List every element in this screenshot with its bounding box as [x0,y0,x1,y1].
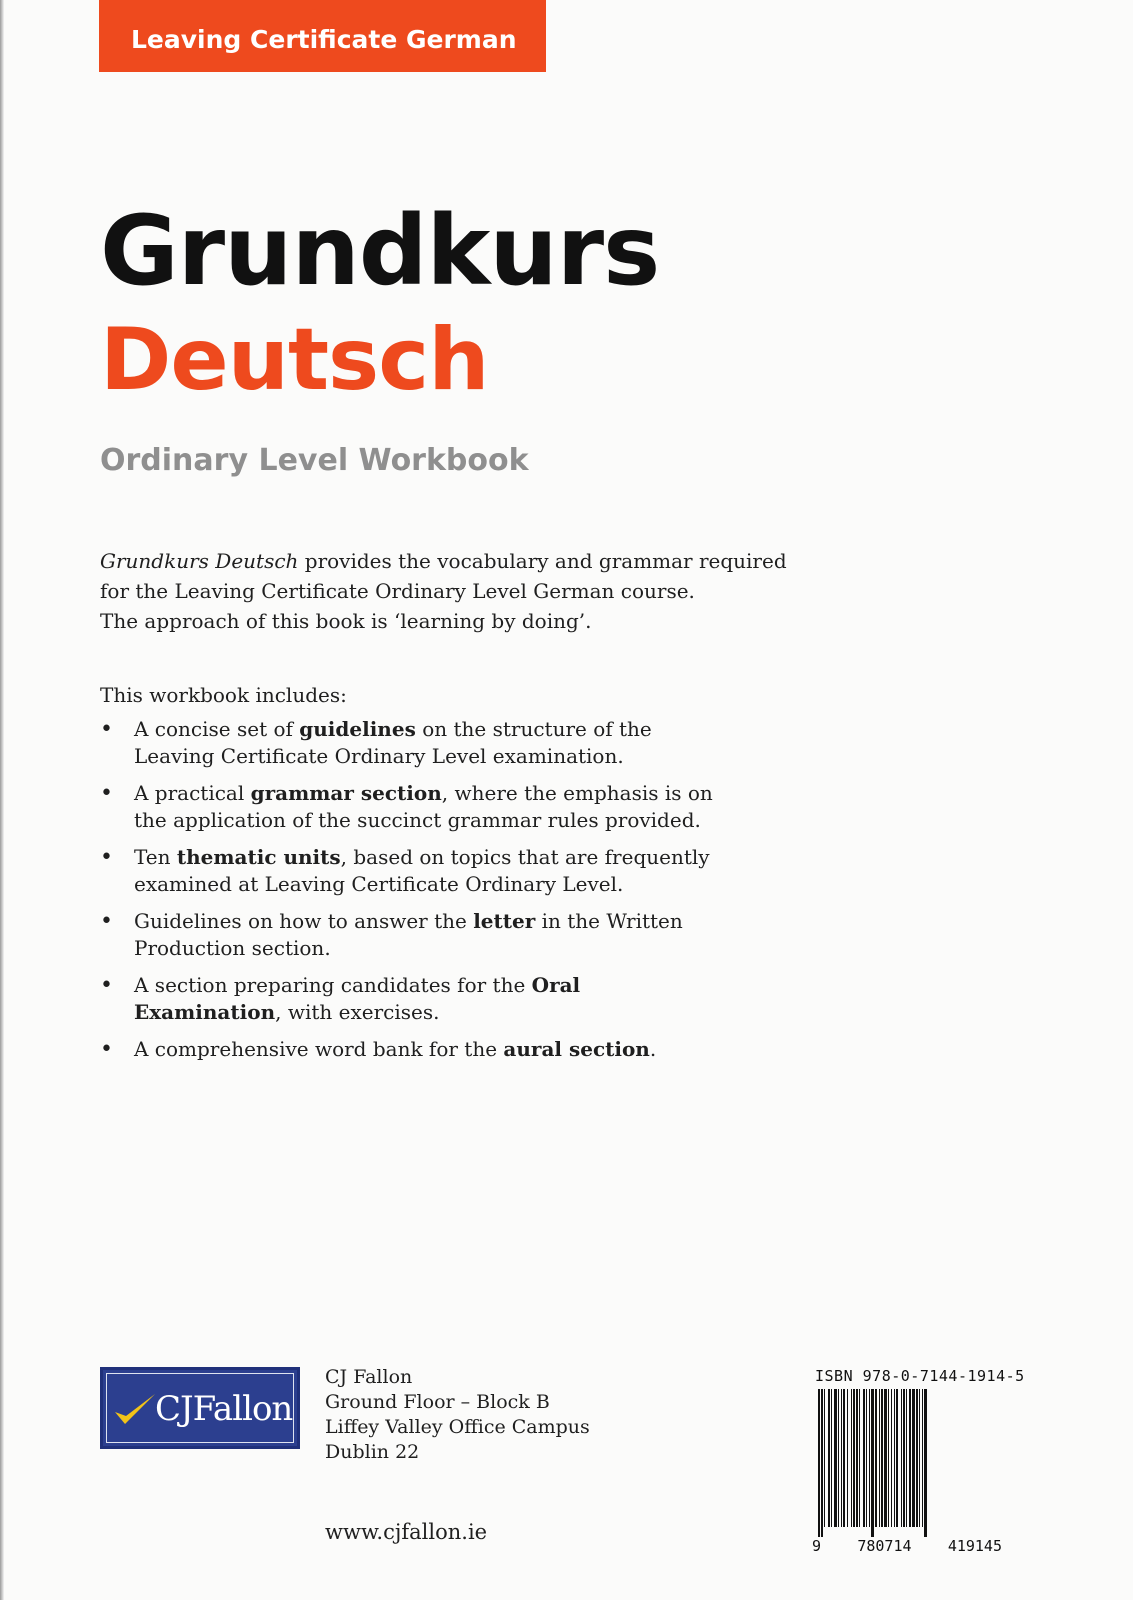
barcode-bar [906,1389,907,1527]
bullet-icon: • [100,717,113,742]
item-text: . [649,1037,657,1061]
book-subtitle: Ordinary Level Workbook [100,443,529,478]
barcode-bar [924,1389,927,1537]
item-text: A section preparing candidates for the [134,973,532,997]
address-line: Ground Floor – Block B [325,1391,550,1413]
barcode-digits [812,1536,1002,1556]
barcode-bar [828,1389,830,1527]
barcode-bar [891,1389,892,1527]
intro-paragraph [100,546,860,636]
barcode-bar [888,1389,889,1527]
barcode-digit-group: 9 [812,1537,822,1555]
book-title-main: Grundkurs [100,195,660,307]
item-text: , based on topics that are frequently examined at Leaving Certificate Ordinary Level. [134,845,710,896]
intro-line-1-rest: provides the vocabulary and grammar required [298,549,787,573]
barcode-bar [894,1389,895,1527]
address-line: Liffey Valley Office Campus [325,1416,590,1438]
item-text: in the Written Production section. [134,909,683,960]
intro-line-2: for the Leaving Certificate Ordinary Level German course. [100,579,695,603]
item-bold-text: guidelines [299,717,416,741]
barcode-bar [909,1389,911,1527]
barcode-digit-group: 419145 [947,1537,1002,1555]
item-text: A practical [134,781,251,805]
publisher-address [325,1365,590,1465]
barcode-bar [881,1389,883,1527]
barcode-bar [847,1389,848,1527]
barcode-bar [901,1389,902,1527]
barcode-bar [884,1389,887,1527]
bullet-icon: • [100,781,113,806]
barcode-bar [853,1389,855,1527]
book-title-accent: Deutsch [100,310,489,410]
list-item [100,716,720,770]
list-item [100,908,720,962]
checkmark-icon [111,1390,159,1430]
barcode-bar [866,1389,867,1527]
publisher-logo-text: CJFallon [155,1389,293,1429]
intro-line-1 [100,546,860,576]
barcode-bar [856,1389,858,1527]
barcode-bar [824,1389,825,1527]
address-line: CJ Fallon [325,1366,413,1388]
barcode-bar [838,1389,839,1527]
item-text: A comprehensive word bank for the [134,1037,504,1061]
barcode-bar [879,1389,880,1527]
list-item [100,1036,720,1063]
item-text: Guidelines on how to answer the [134,909,474,933]
barcode-bar [859,1389,860,1527]
item-text: Ten [134,845,177,869]
barcode-bar [818,1389,820,1537]
barcode-bar [831,1389,832,1527]
list-item [100,844,720,898]
barcode-bar [875,1389,877,1527]
barcode-bar [896,1389,898,1527]
item-text: , with exercises. [275,1000,440,1024]
bullet-icon: • [100,845,113,870]
barcode-bar [916,1389,918,1527]
list-item [100,780,720,834]
address-line: Dublin 22 [325,1441,420,1463]
isbn-label: ISBN 978-0-7144-1914-5 [815,1367,1025,1385]
item-bold-text: thematic units [176,845,341,869]
item-text: on the structure of the Leaving Certificate Ordinary Level examination. [134,717,652,768]
barcode-digit-group: 780714 [857,1537,912,1555]
barcode-bar [843,1389,845,1527]
item-bold-text: aural section [503,1037,650,1061]
list-item [100,972,720,1026]
feature-list [100,716,720,1073]
barcode [812,1389,1002,1537]
barcode-bar [863,1389,865,1527]
item-bold-text: grammar section [250,781,442,805]
bullet-icon: • [100,973,113,998]
page-edge-shadow [0,0,4,1600]
item-bold-text: Oral Examination [134,973,581,1024]
publisher-website[interactable]: www.cjfallon.ie [325,1520,488,1544]
barcode-bar [919,1389,920,1527]
item-text: , where the emphasis is on the application of the succinct grammar rules provided. [134,781,713,832]
barcode-bar [869,1389,870,1527]
item-bold-text: letter [473,909,536,933]
item-text: A concise set of [134,717,300,741]
bullet-icon: • [100,1037,113,1062]
intro-book-name: Grundkurs Deutsch [100,549,299,573]
bullet-icon: • [100,909,113,934]
barcode-bar [821,1389,823,1537]
series-label: Leaving Certificate German [131,25,517,54]
barcode-bar [912,1389,915,1527]
barcode-bar [841,1389,842,1527]
series-band [99,0,546,72]
barcode-bar [834,1389,837,1527]
intro-line-3: The approach of this book is ‘learning by doing’. [100,609,592,633]
barcode-bar [851,1389,852,1527]
includes-heading: This workbook includes: [100,683,347,707]
publisher-logo [100,1367,300,1449]
barcode-bar [871,1389,874,1537]
barcode-bar [922,1389,923,1527]
barcode-bar [903,1389,905,1527]
